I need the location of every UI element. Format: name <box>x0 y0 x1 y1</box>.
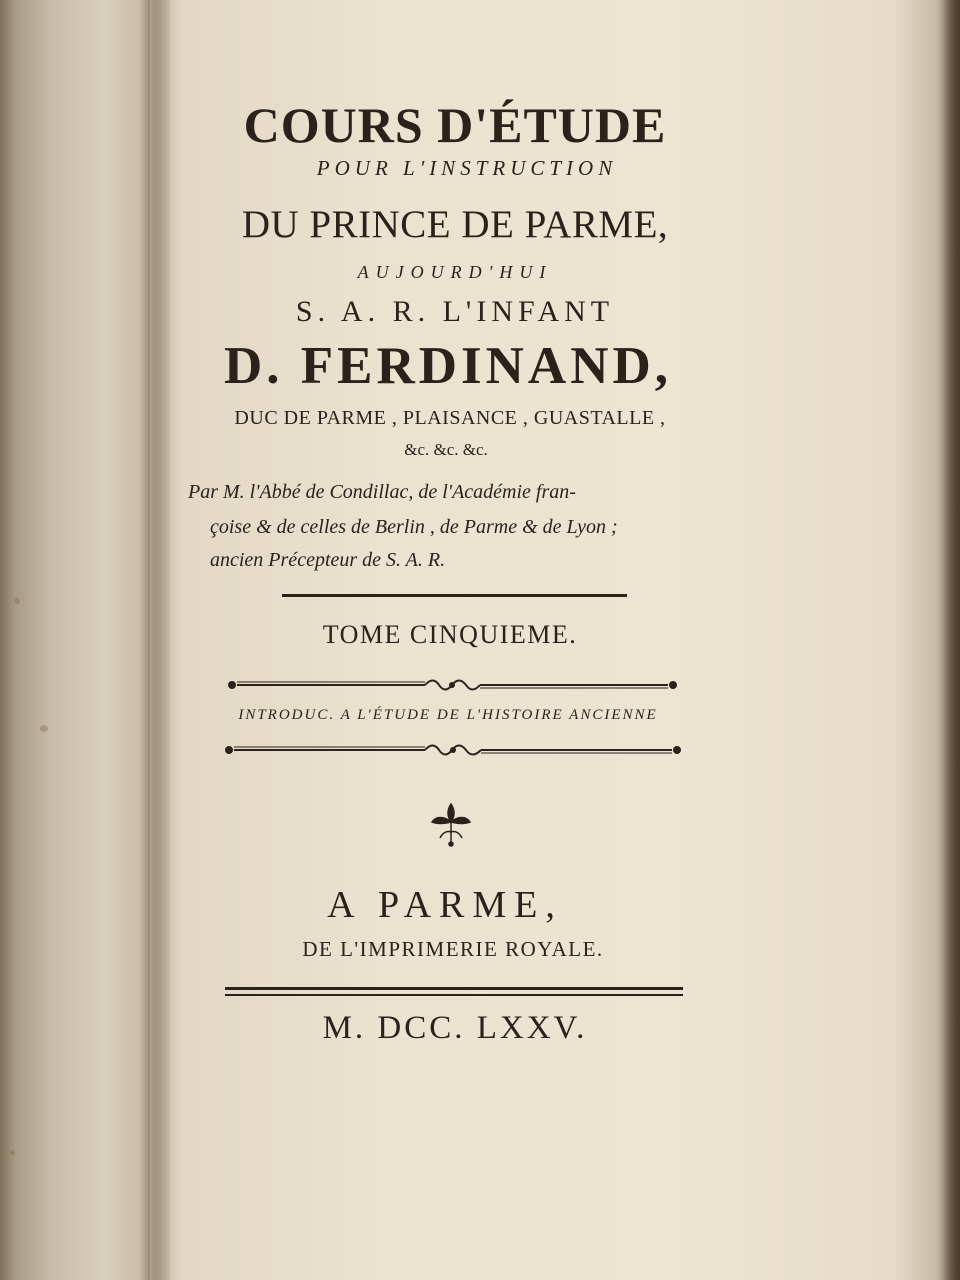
fleuron-icon <box>428 800 474 848</box>
title-prince: DU PRINCE DE PARME, <box>241 203 669 246</box>
title-aujourdhui: AUJOURD'HUI <box>357 262 553 282</box>
title-duc: DUC DE PARME , PLAISANCE , GUASTALLE , <box>234 407 666 429</box>
author-line-1: Par M. l'Abbé de Condillac, de l'Académie fran- <box>188 481 576 503</box>
page-edge-shadow <box>942 0 960 1280</box>
left-page <box>0 0 150 1280</box>
ornamental-rule-icon <box>225 674 680 696</box>
foxing-spot <box>10 1150 15 1155</box>
subject-line: INTRODUC. A L'ÉTUDE DE L'HISTOIRE ANCIENNE <box>238 707 658 723</box>
divider-rule <box>282 594 627 597</box>
title-ferdinand: D. FERDINAND, <box>223 337 673 395</box>
title-infant: S. A. R. L'INFANT <box>295 295 615 328</box>
title-etc: &c. &c. &c. <box>404 440 488 459</box>
ornamental-rule-icon <box>222 739 684 761</box>
title-main: COURS D'ÉTUDE <box>243 97 667 153</box>
author-line-2: çoise & de celles de Berlin , de Parme & de Lyon ; <box>210 516 618 538</box>
date-line: M. DCC. LXXV. <box>322 1010 588 1046</box>
book-gutter <box>140 0 170 1280</box>
place-line: A PARME, <box>327 884 563 926</box>
volume-label: TOME CINQUIEME. <box>322 620 578 649</box>
double-rule <box>225 987 683 996</box>
author-line-3: ancien Précepteur de S. A. R. <box>210 549 446 571</box>
printer-line: DE L'IMPRIMERIE ROYALE. <box>302 937 604 961</box>
title-pour: POUR L'INSTRUCTION <box>316 156 618 180</box>
foxing-spot <box>40 725 48 732</box>
foxing-spot <box>14 598 20 604</box>
